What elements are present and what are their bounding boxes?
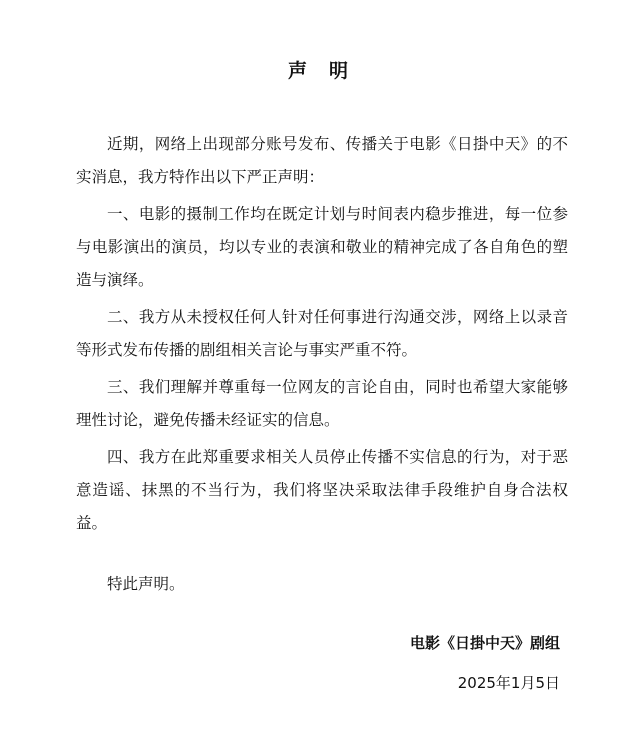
- document-date: 2025年1月5日: [457, 674, 560, 692]
- document-title: 声明: [287, 60, 370, 82]
- statement-body: [76, 128, 568, 544]
- closing-line: 特此声明。: [107, 575, 185, 593]
- statement-item-1: 一、电影的摄制工作均在既定计划与时间表内稳步推进，每一位参与电影演出的演员，均以专业的表演和敬业的精神完成了各自角色的塑造与演绎。: [76, 205, 568, 289]
- statement-item-4: 四、我方在此郑重要求相关人员停止传播不实信息的行为，对于恶意造谣、抹黑的不当行为，我们将坚决采取法律手段维护自身合法权益。: [76, 448, 568, 532]
- signature: 电影《日掛中天》剧组: [409, 634, 560, 652]
- statement-item-2: 二、我方从未授权任何人针对任何事进行沟通交涉，网络上以录音等形式发布传播的剧组相关言论与事实严重不符。: [76, 308, 568, 359]
- intro-paragraph: 近期，网络上出现部分账号发布、传播关于电影《日掛中天》的不实消息，我方特作出以下严正声明：: [76, 135, 568, 186]
- statement-item-3: 三、我们理解并尊重每一位网友的言论自由，同时也希望大家能够理性讨论，避免传播未经证实的信息。: [76, 378, 568, 429]
